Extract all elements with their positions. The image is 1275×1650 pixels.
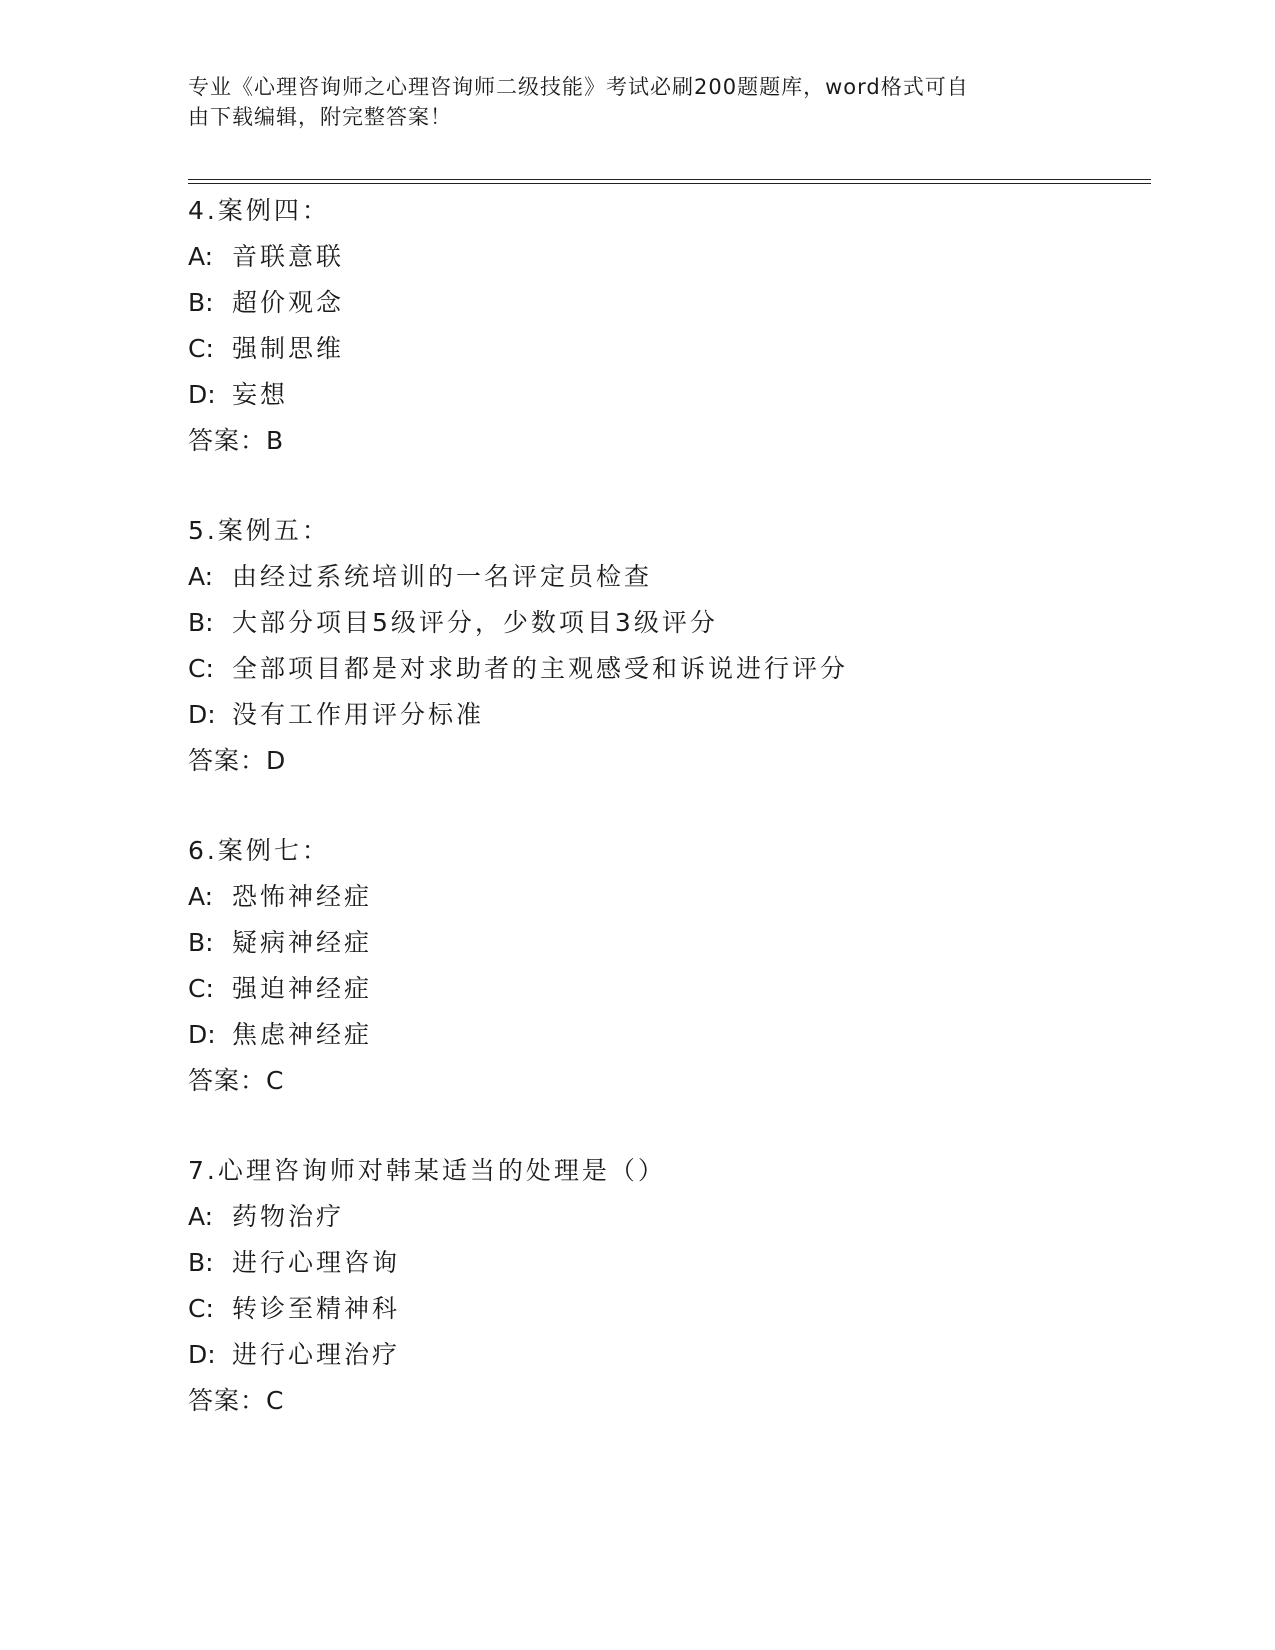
question-stem: 5.案例五： — [188, 516, 330, 545]
option-text: 焦虑神经症 — [232, 1020, 373, 1049]
option-text: 进行心理咨询 — [232, 1248, 401, 1277]
question-block — [188, 828, 1148, 1104]
option-label: B: — [188, 928, 214, 957]
option-text: 音联意联 — [232, 242, 345, 271]
option-label: D: — [188, 1340, 216, 1369]
option-text: 转诊至精神科 — [232, 1294, 401, 1323]
option-text: 药物治疗 — [232, 1202, 345, 1231]
option-text: 超价观念 — [232, 288, 345, 317]
option-label: B: — [188, 288, 214, 317]
option-label: A: — [188, 882, 214, 911]
document-header — [188, 72, 1068, 132]
option-label: A: — [188, 562, 214, 591]
option-c — [188, 326, 1148, 372]
option-a — [188, 234, 1148, 280]
option-c — [188, 966, 1148, 1012]
option-text: 大部分项目5级评分，少数项目3级评分 — [232, 608, 718, 637]
answer-line: 答案：C — [188, 1066, 285, 1095]
answer-line: 答案：C — [188, 1386, 285, 1415]
question-stem: 7.心理咨询师对韩某适当的处理是（） — [188, 1156, 666, 1185]
option-label: A: — [188, 242, 214, 271]
option-a — [188, 554, 1148, 600]
option-label: D: — [188, 1020, 216, 1049]
option-c — [188, 1286, 1148, 1332]
option-text: 疑病神经症 — [232, 928, 373, 957]
option-label: D: — [188, 700, 216, 729]
option-d — [188, 692, 1148, 738]
header-line-2: 由下载编辑，附完整答案！ — [188, 105, 452, 129]
option-text: 由经过系统培训的一名评定员检查 — [232, 562, 653, 591]
answer-line: 答案：B — [188, 426, 285, 455]
option-text: 全部项目都是对求助者的主观感受和诉说进行评分 — [232, 654, 849, 683]
option-b — [188, 280, 1148, 326]
option-text: 恐怖神经症 — [232, 882, 373, 911]
option-text: 强迫神经症 — [232, 974, 373, 1003]
header-line-1: 专业《心理咨询师之心理咨询师二级技能》考试必刷200题题库，word格式可自 — [188, 75, 969, 99]
option-d — [188, 1332, 1148, 1378]
question-stem: 6.案例七： — [188, 836, 330, 865]
option-text: 强制思维 — [232, 334, 345, 363]
option-text: 进行心理治疗 — [232, 1340, 401, 1369]
option-d — [188, 372, 1148, 418]
question-block — [188, 508, 1148, 784]
header-divider-top — [188, 179, 1151, 180]
option-label: C: — [188, 1294, 214, 1323]
option-d — [188, 1012, 1148, 1058]
question-block — [188, 1148, 1148, 1424]
question-block — [188, 188, 1148, 464]
option-label: A: — [188, 1202, 214, 1231]
option-a — [188, 1194, 1148, 1240]
option-b — [188, 920, 1148, 966]
header-divider-bottom — [188, 183, 1151, 184]
option-text: 没有工作用评分标准 — [232, 700, 485, 729]
option-b — [188, 600, 1148, 646]
option-text: 妄想 — [232, 380, 289, 409]
question-stem: 4.案例四： — [188, 196, 330, 225]
option-b — [188, 1240, 1148, 1286]
option-label: C: — [188, 334, 214, 363]
option-label: B: — [188, 608, 214, 637]
answer-line: 答案：D — [188, 746, 287, 775]
option-a — [188, 874, 1148, 920]
option-label: D: — [188, 380, 216, 409]
option-c — [188, 646, 1148, 692]
option-label: B: — [188, 1248, 214, 1277]
option-label: C: — [188, 654, 214, 683]
option-label: C: — [188, 974, 214, 1003]
